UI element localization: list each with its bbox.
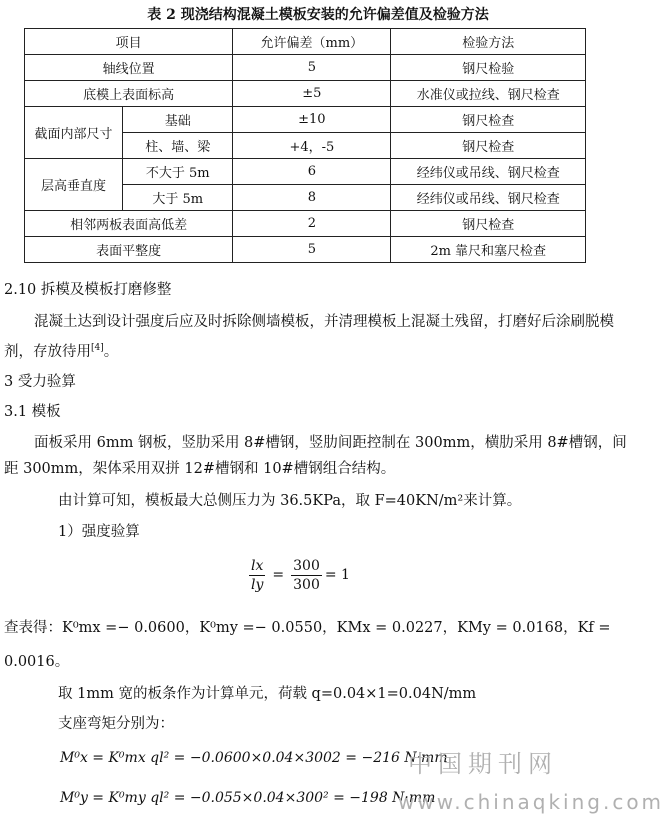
table-cell-tolerance: 5 [233,55,391,81]
table-cell-tolerance: 5 [233,237,391,263]
formula-moment-x: M⁰x = K⁰mx ql² = −0.0600×0.04×3002 = −216 N·mm [60,750,448,766]
fraction-300-denominator: 300 [293,576,320,593]
table-cell-sub: 基础 [123,107,233,133]
table-cell-method: 水准仪或拉线、钢尺检查 [391,81,586,107]
table-cell-item: 表面平整度 [25,237,233,263]
table-cell-method: 钢尺检查 [391,107,586,133]
table-cell-sub: 柱、墙、梁 [123,133,233,159]
paragraph-unit-load: 取 1mm 宽的板条作为计算单元，荷载 q=0.04×1=0.04N/mm [58,686,477,702]
ratio-equation [246,553,350,597]
paragraph-demolding [4,309,630,365]
paragraph-demolding-end: 。 [103,343,119,360]
paragraph-pressure: 由计算可知，模板最大总侧压力为 36.5KPa，取 F=40KN/m²来计算。 [58,493,522,509]
table-cell-item: 底模上表面标高 [25,81,233,107]
table-cell-method: 经纬仪或吊线、钢尺检查 [391,159,586,185]
table-row [25,237,586,263]
section-heading-2-10: 2.10 拆模及模板打磨修整 [4,282,172,298]
table-cell-method: 钢尺检查 [391,133,586,159]
table-cell-method: 2m 靠尺和塞尺检查 [391,237,586,263]
watermark-cn: 中国期刊网 [408,750,558,778]
table-header-row [25,29,586,55]
coefficient-lookup: 查表得：K⁰mx =− 0.0600，K⁰my =− 0.0550，KMx = 0.0227，KMy = 0.0168，Kf = [4,620,611,636]
table-cell-method: 钢尺检查 [391,211,586,237]
tolerance-table [24,28,586,263]
table-cell-item: 轴线位置 [25,55,233,81]
header-tolerance: 允许偏差（mm） [233,29,391,55]
header-item: 项目 [25,29,233,55]
table-row [25,159,586,185]
table-cell-group: 层高垂直度 [25,159,123,211]
watermark-url: www.chinaqking.com [398,790,664,814]
fraction-300-numerator: 300 [293,557,320,574]
fraction-l [249,557,265,594]
table-cell-tolerance: 2 [233,211,391,237]
table-cell-tolerance: 6 [233,159,391,185]
paragraph-support-moment: 支座弯矩分别为： [58,716,174,732]
fraction-l-denominator: ly [251,576,264,593]
citation-ref: [4] [91,343,104,353]
equals-sign: = [272,567,285,583]
table-cell-method: 经纬仪或吊线、钢尺检查 [391,185,586,211]
formula-moment-y: M⁰y = K⁰my ql² = −0.055×0.04×300² = −198 N·mm [60,790,436,806]
table-row [25,107,586,133]
table-cell-tolerance: 8 [233,185,391,211]
table-cell-item: 相邻两板表面高低差 [25,211,233,237]
table-cell-group: 截面内部尺寸 [25,107,123,159]
table-caption: 表 2 现浇结构混凝土模板安装的允许偏差值及检验方法 [147,7,489,23]
subheading-strength: 1）强度验算 [58,524,140,540]
table-row [25,211,586,237]
header-method: 检验方法 [391,29,586,55]
table-cell-sub: 大于 5m [123,185,233,211]
table-cell-method: 钢尺检验 [391,55,586,81]
paragraph-demolding-text: 混凝土达到设计强度后应及时拆除侧墙模板，并清理模板上混凝土残留，打磨好后涂刷脱模剂，存放待用 [4,314,614,360]
fraction-300 [291,557,322,594]
table-row [25,81,586,107]
section-heading-3-1: 3.1 模板 [4,404,61,420]
table-row [25,55,586,81]
section-heading-3: 3 受力验算 [4,374,76,390]
ratio-result: = 1 [324,567,350,583]
paragraph-formwork: 面板采用 6mm 钢板，竖肋采用 8#槽钢，竖肋间距控制在 300mm，横肋采用 8#槽钢，间距 300mm，架体采用双拼 12#槽钢和 10#槽钢组合结构。 [4,435,627,477]
table-cell-sub: 不大于 5m [123,159,233,185]
table-cell-tolerance: ±5 [233,81,391,107]
table-cell-tolerance: ±10 [233,107,391,133]
coefficient-lookup-cont: 0.0016。 [4,654,70,670]
fraction-l-numerator: lx [251,557,264,574]
table-cell-tolerance: +4，-5 [233,133,391,159]
